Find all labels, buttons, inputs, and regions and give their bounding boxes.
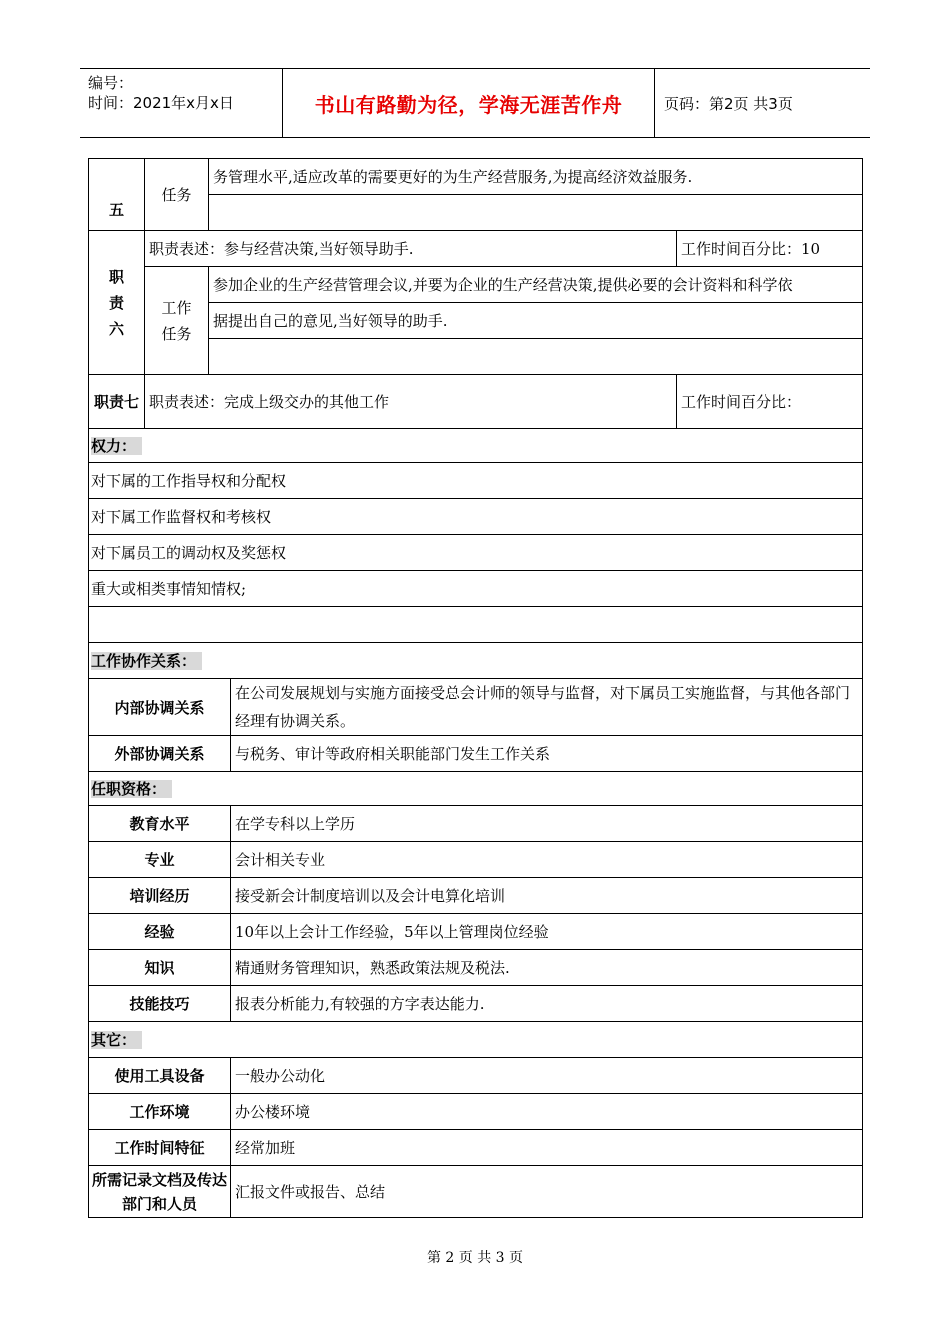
- other-value: 经常加班: [231, 1130, 863, 1166]
- duty5-task-label: 任务: [145, 159, 209, 231]
- job-description-table: [88, 158, 863, 1218]
- duty6-task-line: 据提出自己的意见,当好领导的助手.: [209, 303, 863, 339]
- qualification-value: 接受新会计制度培训以及会计电算化培训: [231, 878, 863, 914]
- qualification-value: 报表分析能力,有较强的方字表达能力.: [231, 986, 863, 1022]
- qualifications-header-row: [89, 772, 863, 806]
- authority-title-text: 权力：: [91, 437, 142, 455]
- authority-title: [89, 429, 863, 463]
- header-motto: 书山有路勤为径，学海无涯苦作舟: [314, 92, 623, 117]
- header-meta: [88, 73, 284, 113]
- duty5-task-line: [209, 195, 863, 231]
- qualification-value: 精通财务管理知识，熟悉政策法规及税法.: [231, 950, 863, 986]
- qualification-row: [89, 914, 863, 950]
- duty6-task-label: 工作任务: [145, 267, 209, 375]
- authority-row: [89, 463, 863, 499]
- authority-item: 重大或相类事情知情权;: [89, 571, 863, 607]
- authority-header-row: [89, 429, 863, 463]
- duty6-task-line: [209, 339, 863, 375]
- other-value: 汇报文件或报告、总结: [231, 1166, 863, 1218]
- other-value: 一般办公动化: [231, 1058, 863, 1094]
- authority-row: [89, 499, 863, 535]
- duty5-task-line: 务管理水平,适应改革的需要更好的为生产经营服务,为提高经济效益服务.: [209, 159, 863, 195]
- page-header: [80, 68, 870, 138]
- other-label: 使用工具设备: [89, 1058, 231, 1094]
- qualification-value: 10年以上会计工作经验，5年以上管理岗位经验: [231, 914, 863, 950]
- page-footer: 第 2 页 共 3 页: [426, 1250, 524, 1266]
- authority-row: [89, 571, 863, 607]
- document-date: 时间：2021年x月x日: [88, 94, 234, 112]
- other-row: [89, 1094, 863, 1130]
- cooperation-title-text: 工作协作关系：: [91, 652, 202, 670]
- authority-item: 对下属的工作指导权和分配权: [89, 463, 863, 499]
- duty6-row: [89, 267, 863, 303]
- duty7-time-percent: 工作时间百分比：: [677, 375, 863, 429]
- external-coordination-value: 与税务、审计等政府相关职能部门发生工作关系: [231, 736, 863, 772]
- other-header-row: [89, 1022, 863, 1058]
- qualification-row: [89, 950, 863, 986]
- duty6-number: 职责六: [89, 231, 145, 375]
- qualification-value: 会计相关专业: [231, 842, 863, 878]
- qualifications-title-text: 任职资格：: [91, 780, 172, 798]
- qualification-label: 专业: [89, 842, 231, 878]
- other-row: [89, 1130, 863, 1166]
- duty6-time-percent: 工作时间百分比：10: [677, 231, 863, 267]
- authority-item: 对下属工作监督权和考核权: [89, 499, 863, 535]
- qualification-label: 教育水平: [89, 806, 231, 842]
- qualification-row: [89, 878, 863, 914]
- other-row: [89, 1166, 863, 1218]
- other-label: 工作环境: [89, 1094, 231, 1130]
- internal-coordination-label: 内部协调关系: [89, 679, 231, 736]
- qualification-value: 在学专科以上学历: [231, 806, 863, 842]
- cooperation-header-row: [89, 643, 863, 679]
- qualification-label: 知识: [89, 950, 231, 986]
- header-divider: [654, 69, 655, 137]
- authority-row: [89, 607, 863, 643]
- other-label: 工作时间特征: [89, 1130, 231, 1166]
- other-title-text: 其它：: [91, 1031, 142, 1049]
- authority-item: [89, 607, 863, 643]
- duty5-row: [89, 159, 863, 195]
- duty6-task-line: 参加企业的生产经营管理会议,并要为企业的生产经营决策,提供必要的会计资料和科学依: [209, 267, 863, 303]
- duty7-description: 职责表述：完成上级交办的其他工作: [145, 375, 677, 429]
- other-label: 所需记录文档及传达部门和人员: [89, 1166, 231, 1218]
- authority-item: 对下属员工的调动权及奖惩权: [89, 535, 863, 571]
- qualification-row: [89, 806, 863, 842]
- duty6-row: [89, 231, 863, 267]
- internal-coordination-row: [89, 679, 863, 736]
- cooperation-title: [89, 643, 863, 679]
- qualification-label: 技能技巧: [89, 986, 231, 1022]
- duty7-number: 职责七: [89, 375, 145, 429]
- qualification-row: [89, 986, 863, 1022]
- qualification-label: 经验: [89, 914, 231, 950]
- qualifications-title: [89, 772, 863, 806]
- document-number: 编号：: [88, 74, 134, 92]
- internal-coordination-value: 在公司发展规划与实施方面接受总会计师的领导与监督，对下属员工实施监督，与其他各部门经理有协调关系。: [231, 679, 863, 736]
- duty7-row: [89, 375, 863, 429]
- qualification-row: [89, 842, 863, 878]
- duty5-number: 五: [89, 159, 145, 231]
- qualification-label: 培训经历: [89, 878, 231, 914]
- authority-row: [89, 535, 863, 571]
- header-page-number: 页码：第2页 共3页: [664, 94, 793, 113]
- other-title: [89, 1022, 863, 1058]
- duty6-description: 职责表述：参与经营决策,当好领导助手.: [145, 231, 677, 267]
- other-value: 办公楼环境: [231, 1094, 863, 1130]
- external-coordination-row: [89, 736, 863, 772]
- external-coordination-label: 外部协调关系: [89, 736, 231, 772]
- other-row: [89, 1058, 863, 1094]
